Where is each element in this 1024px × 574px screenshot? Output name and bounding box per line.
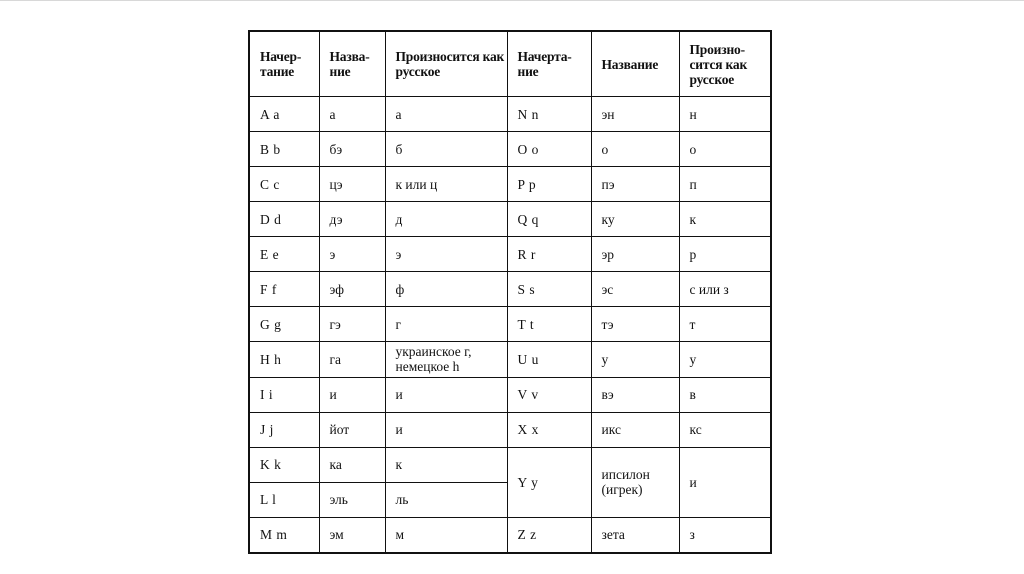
letter-cell: H h [249, 342, 319, 377]
header-letter-form-right [507, 31, 591, 97]
table-row [249, 517, 771, 553]
pronunciation-cell: п [679, 167, 771, 202]
pronunciation-cell: к [679, 202, 771, 237]
name-cell: а [319, 97, 385, 132]
name-cell: зета [591, 517, 679, 553]
name-cell: гэ [319, 307, 385, 342]
pronunciation-cell: ль [385, 482, 507, 517]
pronunciation-cell: и [385, 377, 507, 412]
name-cell: икс [591, 412, 679, 447]
pronunciation-cell: г [385, 307, 507, 342]
letter-cell: N n [507, 97, 591, 132]
letter-cell: T t [507, 307, 591, 342]
header-name-left [319, 31, 385, 97]
header-text: Произносится как русское [395, 49, 505, 79]
letter-cell: K k [249, 447, 319, 482]
slide-top-edge [0, 0, 1024, 1]
name-cell: и [319, 377, 385, 412]
letter-cell: Z z [507, 517, 591, 553]
pronunciation-cell: в [679, 377, 771, 412]
letter-cell: A a [249, 97, 319, 132]
pronunciation-cell: к [385, 447, 507, 482]
name-cell: ипсилон (игрек) [591, 447, 679, 517]
name-cell: цэ [319, 167, 385, 202]
pronunciation-cell: т [679, 307, 771, 342]
table-row [249, 202, 771, 237]
header-name-right [591, 31, 679, 97]
name-cell: эм [319, 517, 385, 553]
letter-cell: M m [249, 517, 319, 553]
header-pronunciation-left [385, 31, 507, 97]
table-row [249, 307, 771, 342]
name-cell: у [591, 342, 679, 377]
header-letter-form-left [249, 31, 319, 97]
name-cell: эн [591, 97, 679, 132]
letter-cell: P p [507, 167, 591, 202]
pronunciation-cell: н [679, 97, 771, 132]
name-cell: ка [319, 447, 385, 482]
name-cell: о [591, 132, 679, 167]
letter-cell: V v [507, 377, 591, 412]
name-cell: ку [591, 202, 679, 237]
letter-cell: C c [249, 167, 319, 202]
header-row [249, 31, 771, 97]
pronunciation-cell: м [385, 517, 507, 553]
letter-cell: X x [507, 412, 591, 447]
name-cell: пэ [591, 167, 679, 202]
name-cell: вэ [591, 377, 679, 412]
letter-cell: Q q [507, 202, 591, 237]
name-cell: бэ [319, 132, 385, 167]
latin-alphabet-table [248, 30, 772, 554]
pronunciation-cell: р [679, 237, 771, 272]
letter-cell: U u [507, 342, 591, 377]
pronunciation-cell: б [385, 132, 507, 167]
letter-cell: Y y [507, 447, 591, 517]
letter-cell: J j [249, 412, 319, 447]
pronunciation-cell: ф [385, 272, 507, 307]
letter-cell: R r [507, 237, 591, 272]
pronunciation-cell: а [385, 97, 507, 132]
table-body [249, 97, 771, 554]
pronunciation-cell: к или ц [385, 167, 507, 202]
pronunciation-cell: кс [679, 412, 771, 447]
letter-cell: G g [249, 307, 319, 342]
table-header [249, 31, 771, 97]
pronunciation-cell: и [679, 447, 771, 517]
table-row [249, 167, 771, 202]
letter-cell: I i [249, 377, 319, 412]
name-cell: э [319, 237, 385, 272]
pronunciation-cell: у [679, 342, 771, 377]
name-cell: эс [591, 272, 679, 307]
table-row [249, 272, 771, 307]
name-cell: йот [319, 412, 385, 447]
pronunciation-cell: д [385, 202, 507, 237]
pronunciation-cell: о [679, 132, 771, 167]
letter-cell: D d [249, 202, 319, 237]
letter-cell: F f [249, 272, 319, 307]
table-row [249, 132, 771, 167]
table-row [249, 342, 771, 377]
name-cell: эр [591, 237, 679, 272]
table-row [249, 237, 771, 272]
table-row [249, 412, 771, 447]
table-row [249, 447, 771, 482]
name-cell: эль [319, 482, 385, 517]
table-row [249, 377, 771, 412]
pronunciation-cell: и [385, 412, 507, 447]
header-text: Название [601, 56, 659, 72]
header-text: Начерта-ние [517, 49, 572, 79]
pronunciation-cell: з [679, 517, 771, 553]
pronunciation-cell: э [385, 237, 507, 272]
header-text: Произно-сится как русское [689, 41, 748, 87]
letter-cell: S s [507, 272, 591, 307]
name-cell: эф [319, 272, 385, 307]
name-cell: тэ [591, 307, 679, 342]
name-cell: га [319, 342, 385, 377]
letter-cell: B b [249, 132, 319, 167]
header-pronunciation-right [679, 31, 771, 97]
letter-cell: O o [507, 132, 591, 167]
letter-cell: L l [249, 482, 319, 517]
pronunciation-cell: украинское г, немецкое h [385, 342, 507, 377]
table-row [249, 97, 771, 132]
pronunciation-cell: с или з [679, 272, 771, 307]
name-cell: дэ [319, 202, 385, 237]
header-text: Назва-ние [329, 49, 370, 79]
header-text: Начер-тание [260, 49, 302, 79]
letter-cell: E e [249, 237, 319, 272]
